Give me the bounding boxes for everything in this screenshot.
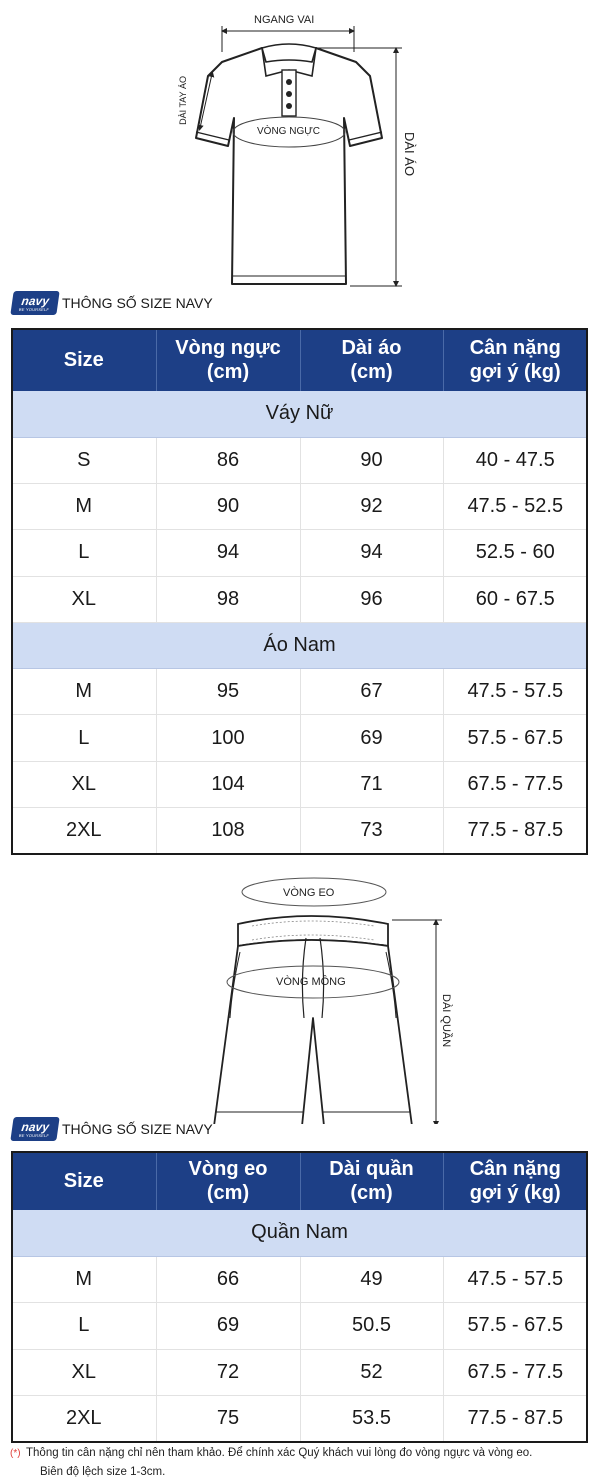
table-row (12, 530, 587, 576)
group-title: Váy Nữ (12, 391, 587, 437)
table-cell: M (12, 483, 156, 529)
table-cell: 69 (156, 1303, 300, 1350)
table-cell: 67.5 - 77.5 (443, 761, 587, 807)
column-header: Vòng eo (cm) (156, 1152, 300, 1210)
navy-logo: navy BE YOURSELF (10, 291, 59, 315)
pants-length-label: DÀI QUẦN (440, 994, 452, 1048)
table-cell: XL (12, 576, 156, 622)
table-cell: 52 (300, 1349, 443, 1396)
waist-label: VÒNG EO (283, 887, 335, 899)
table-row (12, 1256, 587, 1303)
table-cell: 94 (300, 530, 443, 576)
column-header: Size (12, 1152, 156, 1210)
size-chart-title: THÔNG SỐ SIZE NAVY (62, 1121, 213, 1137)
table-cell: 60 - 67.5 (443, 576, 587, 622)
group-title: Quần Nam (12, 1210, 587, 1256)
table-cell: 69 (300, 715, 443, 761)
table-cell: 57.5 - 67.5 (443, 1303, 587, 1350)
shirt-illustration (0, 0, 600, 290)
footnote-line-2: Biên độ lệch size 1-3cm. (40, 1466, 166, 1478)
table-cell: 66 (156, 1256, 300, 1303)
column-header: Cân nặng gợi ý (kg) (443, 329, 587, 391)
table-header-row (12, 329, 587, 391)
table-cell: 86 (156, 437, 300, 483)
table-cell: 96 (300, 576, 443, 622)
table-cell: 98 (156, 576, 300, 622)
table-row (12, 808, 587, 854)
table-cell: L (12, 530, 156, 576)
table-cell: 100 (156, 715, 300, 761)
table-cell: L (12, 1303, 156, 1350)
table-header-row (12, 1152, 587, 1210)
shirt-diagram (0, 0, 600, 290)
table-cell: 71 (300, 761, 443, 807)
table-cell: 94 (156, 530, 300, 576)
table-cell: 67 (300, 669, 443, 715)
table-cell: 90 (156, 483, 300, 529)
group-row (12, 391, 587, 437)
table-cell: 2XL (12, 808, 156, 854)
sleeve-label: DÀI TAY ÁO (178, 76, 188, 125)
table-cell: 53.5 (300, 1396, 443, 1443)
table-row (12, 669, 587, 715)
brand-row-top (12, 290, 213, 316)
shorts-illustration (0, 868, 600, 1124)
column-header: Vòng ngực (cm) (156, 329, 300, 391)
column-header: Dài quần (cm) (300, 1152, 443, 1210)
table-cell: 50.5 (300, 1303, 443, 1350)
pants-size-table (12, 1152, 587, 1443)
table-cell: 72 (156, 1349, 300, 1396)
footnote (10, 1444, 586, 1481)
table-cell: 90 (300, 437, 443, 483)
table-cell: L (12, 715, 156, 761)
table-cell: 57.5 - 67.5 (443, 715, 587, 761)
table-cell: 108 (156, 808, 300, 854)
brand-row-bottom (12, 1116, 213, 1142)
shoulder-label: NGANG VAI (254, 14, 315, 26)
table-row (12, 1396, 587, 1443)
table-row (12, 576, 587, 622)
table-cell: 92 (300, 483, 443, 529)
table-cell: M (12, 669, 156, 715)
table-row (12, 715, 587, 761)
table-cell: 67.5 - 77.5 (443, 1349, 587, 1396)
column-header: Size (12, 329, 156, 391)
table-cell: 75 (156, 1396, 300, 1443)
table-cell: 47.5 - 52.5 (443, 483, 587, 529)
shirt-size-table (12, 329, 587, 855)
group-row (12, 1210, 587, 1256)
column-header: Cân nặng gợi ý (kg) (443, 1152, 587, 1210)
hip-label: VÒNG MÔNG (276, 976, 346, 988)
table-cell: 49 (300, 1256, 443, 1303)
table-cell: 40 - 47.5 (443, 437, 587, 483)
table-cell: 47.5 - 57.5 (443, 669, 587, 715)
table-cell: 95 (156, 669, 300, 715)
column-header: Dài áo (cm) (300, 329, 443, 391)
table-cell: 52.5 - 60 (443, 530, 587, 576)
footnote-marker: (*) (10, 1448, 21, 1459)
chest-label: VÒNG NGỰC (257, 126, 320, 137)
footnote-line-1: (*) Thông tin cân nặng chỉ nên tham khảo. Để chính xác Quý khách vui lòng đo vòng ngực và vòng eo. (26, 1444, 586, 1463)
table-cell: 77.5 - 87.5 (443, 1396, 587, 1443)
table-row (12, 1303, 587, 1350)
size-chart-title: THÔNG SỐ SIZE NAVY (62, 295, 213, 311)
navy-logo: navy BE YOURSELF (10, 1117, 59, 1141)
table-cell: M (12, 1256, 156, 1303)
group-title: Áo Nam (12, 623, 587, 669)
table-cell: 77.5 - 87.5 (443, 808, 587, 854)
table-row (12, 1349, 587, 1396)
table-cell: XL (12, 1349, 156, 1396)
table-row (12, 483, 587, 529)
table-cell: XL (12, 761, 156, 807)
table-cell: 2XL (12, 1396, 156, 1443)
group-row (12, 623, 587, 669)
length-label: DÀI ÁO (402, 132, 417, 177)
table-cell: S (12, 437, 156, 483)
table-row (12, 437, 587, 483)
shorts-diagram (0, 868, 600, 1124)
table-cell: 47.5 - 57.5 (443, 1256, 587, 1303)
table-row (12, 761, 587, 807)
table-cell: 73 (300, 808, 443, 854)
table-cell: 104 (156, 761, 300, 807)
